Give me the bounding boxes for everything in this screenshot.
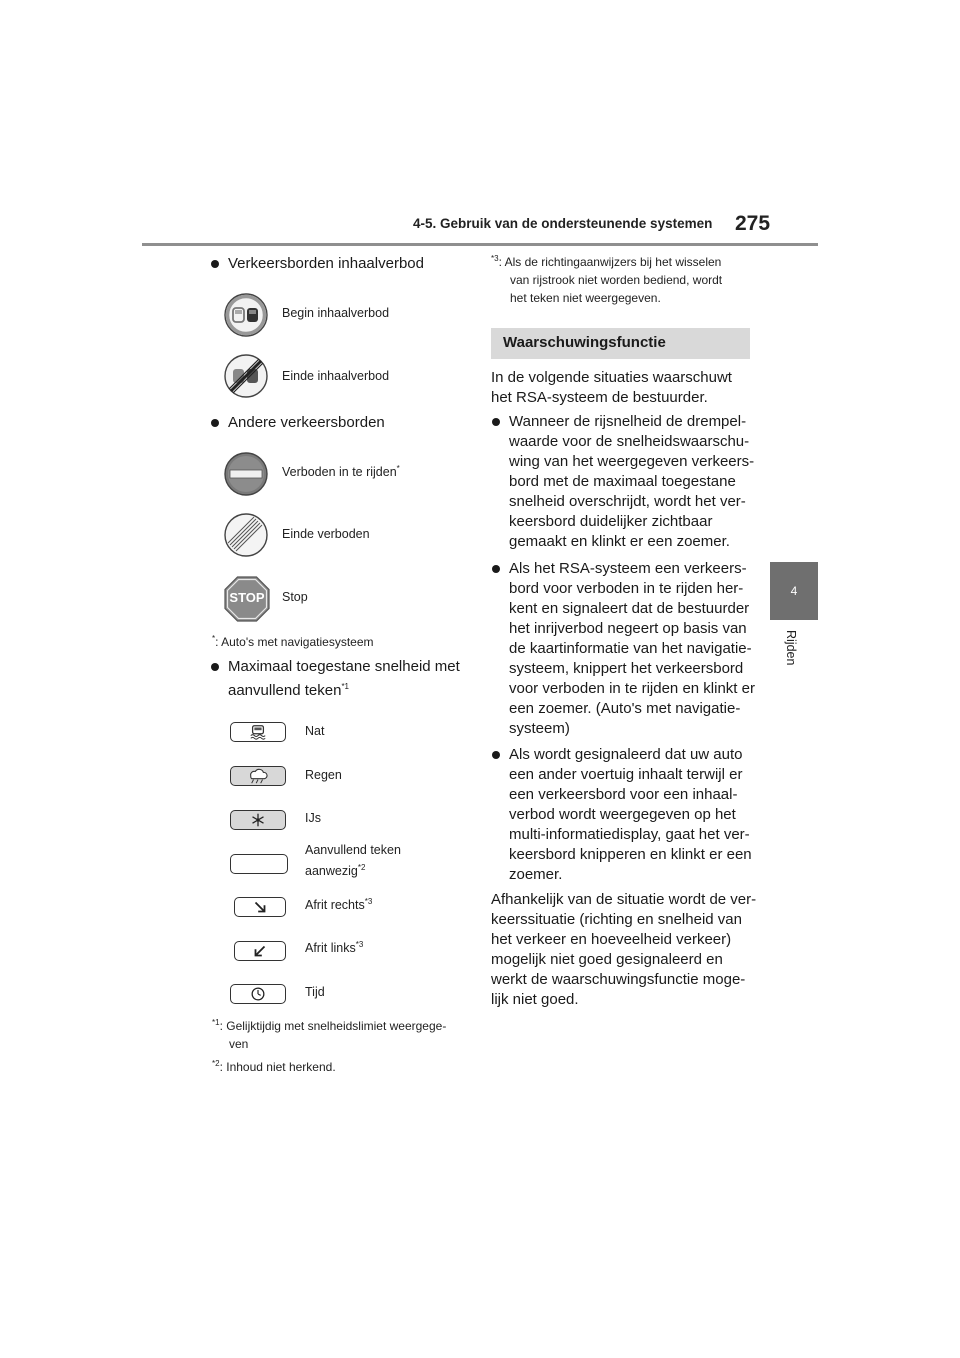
section-title-bar (491, 328, 750, 359)
footnote: *: Auto's met navigatiesysteem (212, 634, 374, 649)
page-number: 275 (735, 212, 771, 235)
wet-road-plate-icon (230, 722, 286, 742)
footnote: $^{*1}$: Gelijktijdig met snelheidslimiet weergege- (212, 1018, 447, 1033)
sign-label: Einde verboden (282, 527, 370, 541)
section-heading-supplementary: Maximaal toegestane snelheid met (228, 658, 460, 675)
plate-label: IJs (305, 811, 321, 825)
plate-label: Aanvullend teken (305, 843, 401, 857)
warning-bullet-1: Wanneer de rijsnelheid de drempel- waarde voor de snelheidswaarschu- wing van het weergegeven verkeers- bord met de maximaal toegestane snelheid overschrijdt, wordt het ver- keersbord duidelijker zichtbaar gemaakt en klinkt er een zoemer. (509, 413, 755, 550)
sign-label: Begin inhaalverbod (282, 306, 390, 320)
footnote-continuation: het teken niet weergegeven. (510, 291, 661, 305)
rain-plate-icon (230, 766, 286, 786)
header-title: 4-5. Gebruik van de ondersteunende systemen (413, 216, 713, 231)
ice-plate-icon (230, 810, 286, 830)
footnote-continuation: ven (229, 1037, 249, 1051)
no-entry-sign-icon (224, 452, 268, 496)
section-title: Waarschuwingsfunctie (503, 334, 666, 351)
closing-paragraph: Afhankelijk van de situatie wordt de ver- keerssituatie (richting en snelheid van het verkeer en hoeveelheid verkeer) mogelijk niet goed gesignaleerd en werkt de waarschuwingsfunctie moge- lijk niet goed. (491, 891, 757, 1008)
sign-label: Einde inhaalverbod (282, 369, 390, 383)
footnote: $^{*3}$: Als de richtingaanwijzers bij het wisselen (491, 254, 722, 269)
plate-label: Afrit links$^{*3}$ (305, 939, 364, 955)
chapter-label: Rijden (784, 630, 798, 666)
end-no-overtaking-sign-icon (224, 354, 268, 398)
header-rule (142, 243, 818, 246)
clock-plate-icon (230, 984, 286, 1004)
plate-label: Afrit rechts$^{*3}$ (305, 896, 373, 912)
section-heading-overtaking: Verkeersborden inhaalverbod (228, 255, 424, 272)
section-heading-supplementary-line2: aanvullend teken$^{*1}$ (228, 682, 349, 699)
plate-label: Nat (305, 724, 325, 738)
sign-label: Verboden in te rijden* (282, 463, 400, 479)
stop-sign-text: STOP (229, 590, 265, 605)
exit-left-plate-icon (234, 941, 286, 961)
warning-bullet-2: Als het RSA-systeem een verkeers- bord voor verboden in te rijden her- kent en signaleert dat de bestuurder het inrijverbod negeert op basis van de kaartinformatie van het navigatie- systeem, knippert het verkeersbord voor verboden in te rijden en klinkt er een zoemer. (Auto's met navigatie- systeem) (509, 560, 755, 737)
footnote: $^{*2}$: Inhoud niet herkend. (212, 1059, 336, 1074)
no-overtaking-sign-icon (224, 293, 268, 337)
end-of-restrictions-sign-icon (224, 513, 268, 557)
section-heading-other-signs: Andere verkeersborden (228, 414, 385, 431)
plate-label: Regen (305, 768, 342, 782)
sign-label: Stop (282, 590, 308, 604)
blank-plate-icon (230, 854, 288, 874)
exit-right-plate-icon (234, 897, 286, 917)
stop-sign-icon (224, 576, 270, 622)
plate-label-line2: aanwezig$^{*2}$ (305, 862, 366, 878)
plate-label: Tijd (305, 985, 325, 999)
chapter-tab: 4 (770, 562, 818, 620)
footnote-continuation: van rijstrook niet worden bediend, wordt (510, 273, 723, 287)
warning-bullet-3: Als wordt gesignaleerd dat uw auto een ander voertuig inhaalt terwijl er een verkeersbord voor een inhaal- verbod wordt weergegeven op het multi-informatiedisplay, gaat het ver- keersbord knipperen en klinkt er een zoemer. (509, 746, 752, 883)
